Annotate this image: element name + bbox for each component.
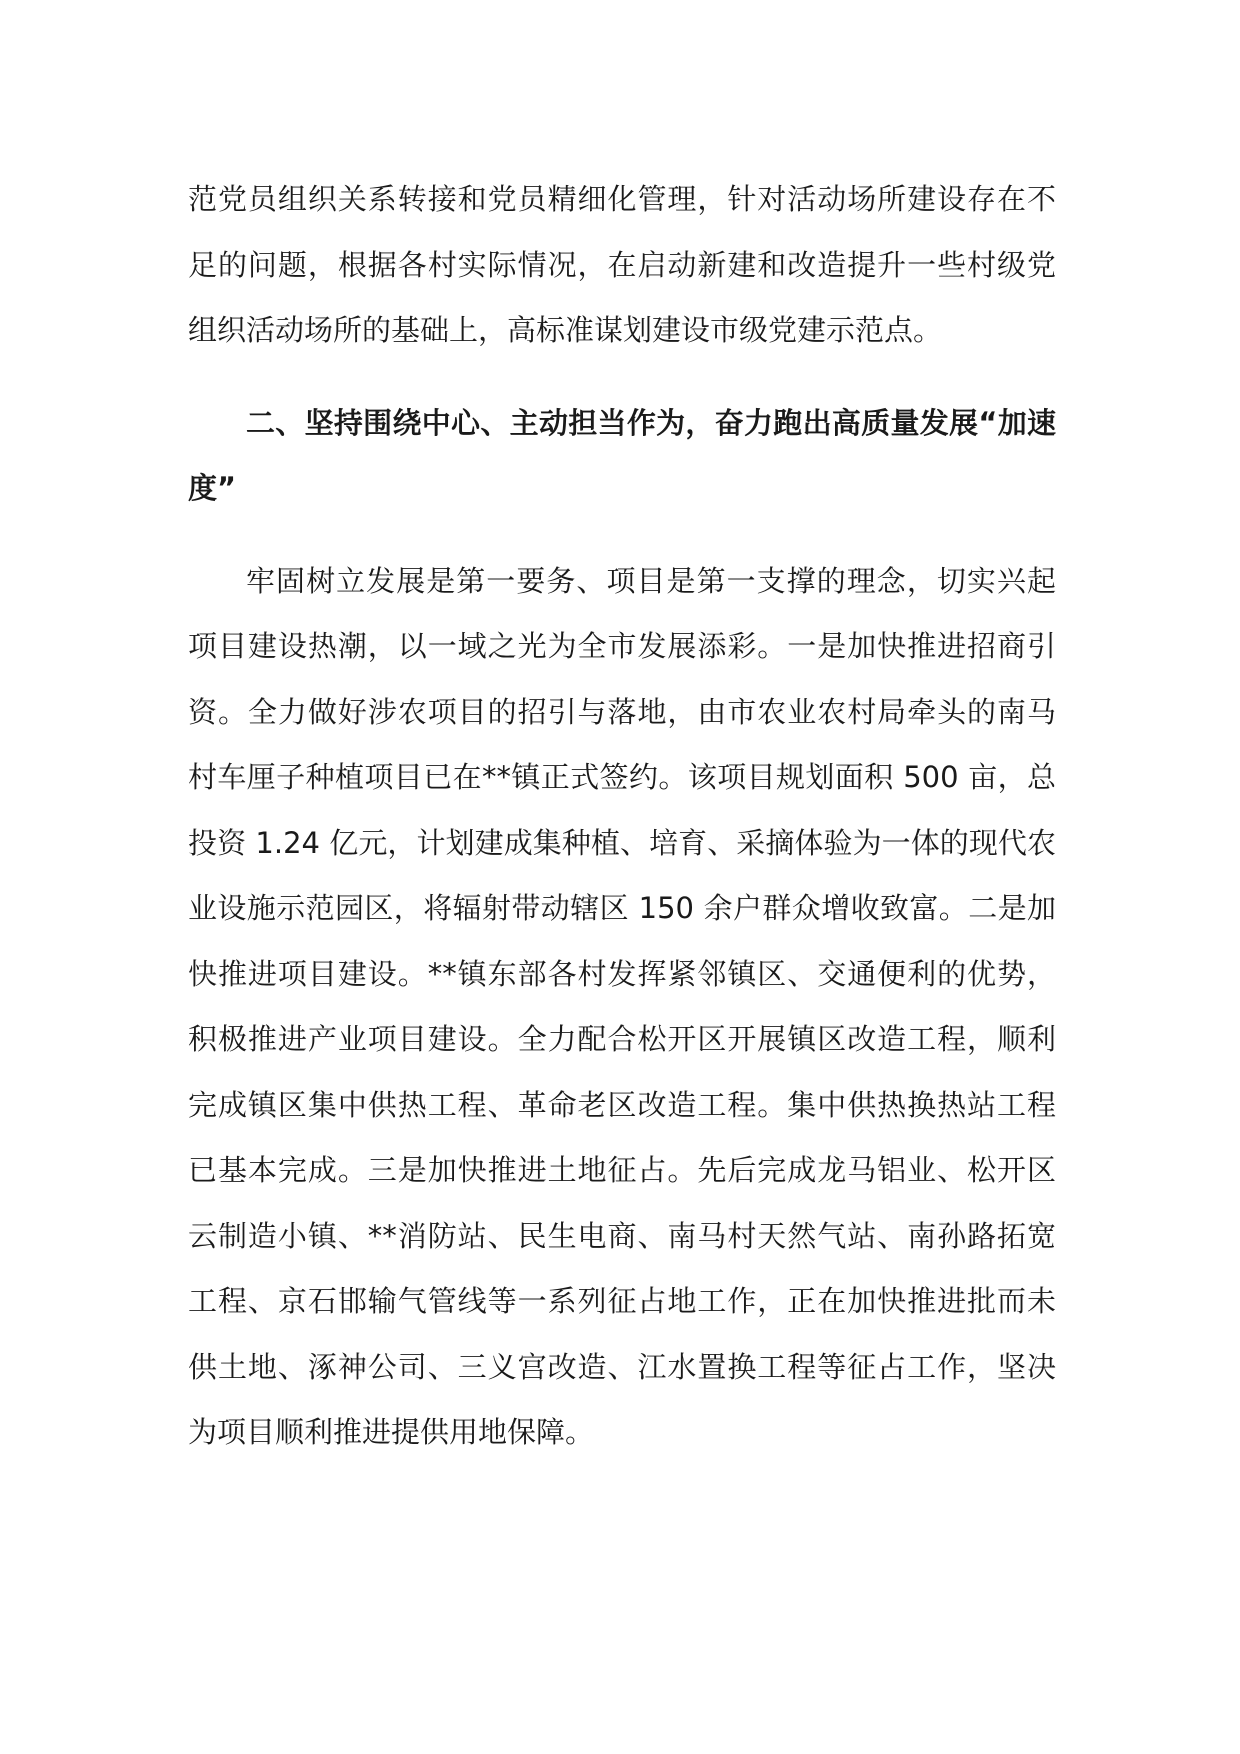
paragraph-body: 牢固树立发展是第一要务、项目是第一支撑的理念，切实兴起项目建设热潮，以一域之光为全市发展添彩。一是加快推进招商引资。全力做好涉农项目的招引与落地，由市农业农村局牵头的南马村车厘子种植项目已在**镇正式签约。该项目规划面积 500 亩，总投资 1.24 亿元，计划建成集种植、培育、采摘体验为一体的现代农业设施示范园区，将辐射带动辖区 150 余户群众增收致富。二是加快推进项目建设。**镇东部各村发挥紧邻镇区、交通便利的优势，积极推进产业项目建设。全力配合松开区开展镇区改造工程，顺利完成镇区集中供热工程、革命老区改造工程。集中供热换热站工程已基本完成。三是加快推进土地征占。先后完成龙马铝业、松开区云制造小镇、**消防站、民生电商、南马村天然气站、南孙路拓宽工程、京石邯输气管线等一系列征占地工作，正在加快推进批而未供土地、涿神公司、三义宫改造、江水置换工程等征占工作，坚决为项目顺利推进提供用地保障。 xyxy=(188,563,1056,1449)
document-body xyxy=(188,167,1056,1466)
section-heading: 二、坚持围绕中心、主动担当作为，奋力跑出高质量发展“加速度” xyxy=(188,405,1056,505)
paragraph-continued: 范党员组织关系转接和党员精细化管理，针对活动场所建设存在不足的问题，根据各村实际情况，在启动新建和改造提升一些村级党组织活动场所的基础上，高标准谋划建设市级党建示范点。 xyxy=(188,182,1056,347)
